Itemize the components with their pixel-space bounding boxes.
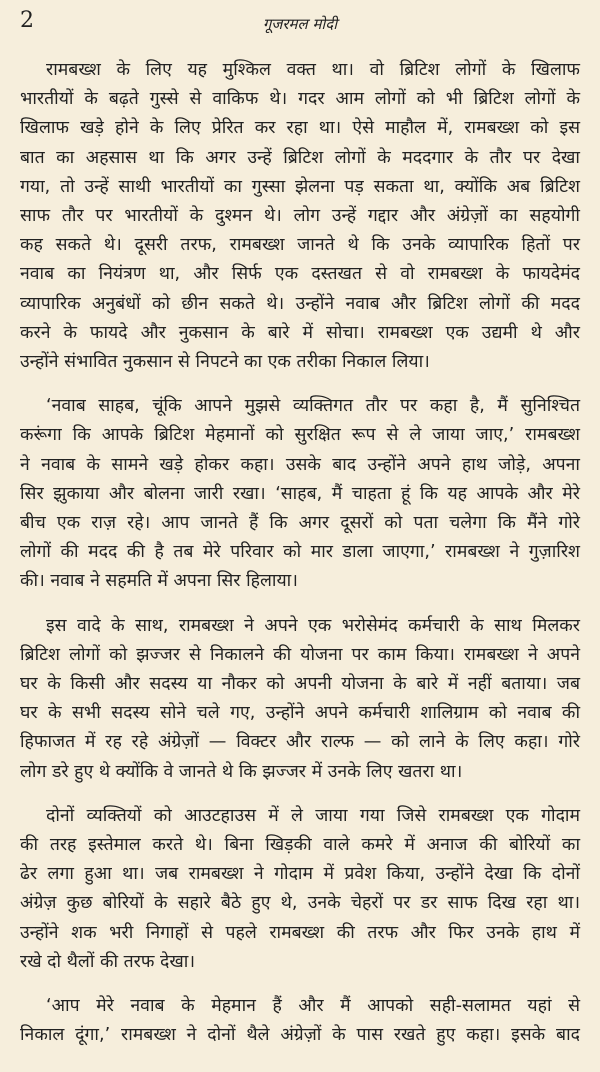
text-line: घर के सभी सदस्य सोने चले गए, उन्होंने अपने कर्मचारी शालिग्राम को नवाब की xyxy=(20,703,580,724)
text-line: घर के किसी और सदस्य या नौकर को अपनी योजना के बारे में नहीं बताया। जब xyxy=(20,674,580,695)
text-line: हिफाजत में रह रहे अंग्रेज़ों — विक्टर और राल्फ — को लाने के लिए कहा। गोरे xyxy=(20,732,580,753)
text-line: की। नवाब ने सहमति में अपना सिर हिलाया। xyxy=(20,571,298,592)
text-line: बात का अहसास था कि अगर उन्हें ब्रिटिश लोगों के मददगार के तौर पर देखा xyxy=(20,147,580,168)
text-line: इस वादे के साथ, रामबख्श ने अपने एक भरोसेमंद कर्मचारी के साथ मिलकर xyxy=(46,615,580,636)
text-line: व्यापारिक अनुबंधों को छीन सकते थे। उन्होंने नवाब और ब्रिटिश लोगों की मदद xyxy=(20,293,580,314)
body-text xyxy=(20,56,580,1066)
text-line: निकाल दूंगा,’ रामबख्श ने दोनों थैले अंग्रेज़ों के पास रखते हुए कहा। इसके बाद xyxy=(20,1025,580,1046)
text-line: करने के फायदे और नुकसान के बारे में सोचा। रामबख्श एक उद्यमी थे और xyxy=(20,322,580,343)
text-line: सिर झुकाया और बोलना जारी रखा। ‘साहब, मैं चाहता हूं कि यह आपके और मेरे xyxy=(20,483,580,504)
text-line: ढेर लगा हुआ था। जब रामबख्श ने गोदाम में प्रवेश किया, उन्होंने देखा कि दोनों xyxy=(20,864,580,885)
text-line: लोग डरे हुए थे क्योंकि वे जानते थे कि झज्जर में उनके लिए खतरा था। xyxy=(20,761,463,782)
text-line: करूंगा कि आपके ब्रिटिश मेहमानों को सुरक्षित रूप से ले जाया जाए,’ रामबख्श xyxy=(20,425,580,446)
text-line: लोगों की मदद की है तब मेरे परिवार को मार डाला जाएगा,’ रामबख्श ने गुज़ारिश xyxy=(20,542,580,563)
paragraph xyxy=(20,392,580,596)
text-line: ब्रिटिश लोगों को झज्जर से निकालने की योजना पर काम किया। रामबख्श ने अपने xyxy=(20,644,580,665)
text-line: अंग्रेज़ कुछ बोरियों के सहारे बैठे हुए थे, उनके चेहरों पर डर साफ दिख रहा था। xyxy=(20,893,580,914)
text-line: भारतीयों के बढ़ते गुस्से से वाकिफ थे। गदर आम लोगों को भी ब्रिटिश लोगों के xyxy=(20,89,580,110)
text-line: बीच एक राज़ रहे। आप जानते हैं कि अगर दूसरों को पता चलेगा कि मैंने गोरे xyxy=(20,513,580,534)
paragraph xyxy=(20,992,580,1050)
text-line: उन्होंने शक भरी निगाहों से पहले रामबख्श की तरफ और फिर उनके हाथ में xyxy=(20,922,580,943)
running-title: गूजरमल मोदी xyxy=(262,15,338,33)
text-line: रामबख्श के लिए यह मुश्किल वक्त था। वो ब्रिटिश लोगों के खिलाफ xyxy=(46,60,580,80)
page-number: 2 xyxy=(20,8,34,33)
text-line: गया, तो उन्हें साथी भारतीयों का गुस्सा झेलना पड़ सकता था, क्योंकि अब ब्रिटिश xyxy=(20,176,580,197)
text-line: की तरह इस्तेमाल करते थे। बिना खिड़की वाले कमरे में अनाज की बोरियों का xyxy=(20,835,580,856)
paragraph xyxy=(20,802,580,977)
text-line: साफ तौर पर भारतीयों के दुश्मन थे। लोग उन्हें गद्दार और अंग्रेज़ों का सहयोगी xyxy=(20,206,580,227)
text-line: दोनों व्यक्तियों को आउटहाउस में ले जाया गया जिसे रामबख्श एक गोदाम xyxy=(46,805,580,826)
page-header xyxy=(20,8,580,38)
text-line: खिलाफ खड़े होने के लिए प्रेरित कर रहा था। ऐसे माहौल में, रामबख्श को इस xyxy=(20,118,580,139)
text-line: उन्होंने संभावित नुकसान से निपटने का एक तरीका निकाल लिया। xyxy=(20,352,430,373)
text-line: ‘आप मेरे नवाब के मेहमान हैं और मैं आपको सही-सलामत यहां से xyxy=(46,996,580,1017)
text-line: ने नवाब के सामने खड़े होकर कहा। उसके बाद उन्होंने अपने हाथ जोड़े, अपना xyxy=(20,454,580,475)
paragraph xyxy=(20,56,580,377)
text-line: नवाब का नियंत्रण था, और सिर्फ एक दस्तखत से वो रामबख्श के फायदेमंद xyxy=(20,264,580,285)
text-line: ‘नवाब साहब, चूंकि आपने मुझसे व्यक्तिगत तौर पर कहा है, मैं सुनिश्चित xyxy=(46,396,580,417)
paragraph xyxy=(20,612,580,787)
text-line: कह सकते थे। दूसरी तरफ, रामबख्श जानते थे कि उनके व्यापारिक हितों पर xyxy=(20,235,580,256)
text-line: रखे दो थैलों की तरफ देखा। xyxy=(20,951,195,972)
